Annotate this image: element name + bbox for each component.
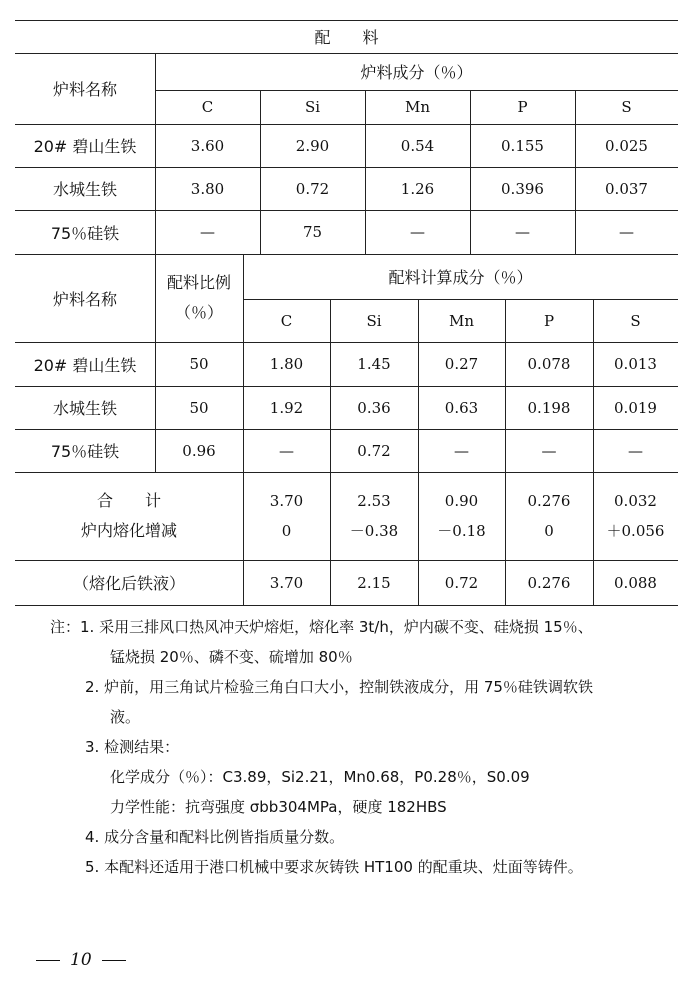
- note-line: 注：1. 采用三排风口热风冲天炉熔炬，熔化率 3t/h，炉内碳不变、硅烧损 15％、: [50, 618, 593, 636]
- table-cell: —: [628, 441, 643, 460]
- table-cell: 0.276: [527, 573, 571, 592]
- total-cell: 2.53 －0.38: [349, 492, 399, 540]
- ratio-cell: 0.96: [182, 441, 216, 460]
- table-cell: 3.80: [190, 179, 225, 198]
- table-cell: —: [279, 441, 294, 460]
- material-name: 水城生铁: [52, 399, 117, 418]
- table-cell: 2.90: [295, 136, 330, 155]
- table-cell: 2.15: [357, 573, 391, 592]
- total-cell: 3.70 0: [269, 492, 304, 540]
- table-cell: 0.078: [527, 355, 571, 373]
- total-cell: 0.032 ＋0.056: [606, 492, 665, 540]
- ratio-header-line1: 配料比例: [166, 273, 231, 292]
- table-cell: —: [619, 223, 634, 241]
- table-cell: —: [541, 441, 557, 460]
- note-line: 液。: [110, 708, 141, 726]
- table-cell: 1.45: [357, 355, 391, 373]
- table-cell: 1.80: [269, 355, 304, 373]
- element-header: C: [201, 98, 214, 116]
- table-cell: 0.088: [614, 573, 657, 592]
- total-cell: 0.90 －0.18: [437, 492, 486, 540]
- ratio-header: [155, 254, 243, 342]
- table-cell: 0.396: [501, 179, 544, 198]
- note-line: 化学成分（％）：C3.89，Si2.21，Mn0.68，P0.28％，S0.09: [110, 768, 530, 786]
- element-header: Mn: [448, 311, 475, 330]
- table-cell: 0.63: [444, 398, 479, 417]
- table-cell: 0.72: [444, 573, 479, 592]
- page-number: [36, 950, 126, 970]
- table-cell: 0.037: [605, 179, 648, 198]
- composition-header: 炉料成分（％）: [360, 63, 473, 82]
- note-line: 3. 检测结果：: [85, 738, 180, 756]
- table-cell: —: [515, 223, 530, 241]
- material-name: 20# 碧山生铁: [33, 355, 137, 375]
- table-cell: 0.54: [400, 136, 435, 155]
- element-header: P: [517, 98, 528, 116]
- table-cell: —: [454, 441, 469, 460]
- table-cell: 3.70: [269, 573, 304, 592]
- table-cell: 0.36: [357, 398, 391, 417]
- table-cell: 0.27: [444, 355, 479, 373]
- calc-composition-header: 配料计算成分（％）: [388, 268, 533, 287]
- dash-left: [36, 960, 60, 961]
- table-cell: 0.019: [614, 398, 657, 417]
- note-line: 力学性能：抗弯强度 σbb304MPa，硬度 182HBS: [110, 798, 447, 816]
- table-cell: 0.013: [614, 355, 657, 373]
- element-header: C: [280, 311, 293, 330]
- total-label: 合 计: [96, 491, 161, 510]
- table-cell: 1.92: [269, 398, 304, 417]
- note-line: 2. 炉前，用三角试片检验三角白口大小，控制铁液成分，用 75％硅铁调软铁: [85, 678, 593, 696]
- material-name-header: 炉料名称: [52, 289, 117, 309]
- after-melt-label: （熔化后铁液）: [72, 574, 185, 593]
- material-name: 20# 碧山生铁: [33, 137, 137, 156]
- note-line: 锰烧损 20％、磷不变、硫增加 80％: [110, 648, 353, 666]
- table-cell: 0.72: [357, 441, 391, 460]
- ratio-cell: 50: [189, 355, 209, 373]
- table-cell: 75: [302, 223, 323, 241]
- page-number-value: 10: [70, 950, 92, 970]
- table-cell: 0.025: [605, 136, 648, 155]
- ratio-header-line2: （％）: [174, 303, 223, 322]
- table-title: 配 料: [314, 28, 379, 47]
- table-cell: —: [410, 223, 425, 241]
- element-header: Mn: [404, 98, 431, 116]
- material-name-header: 炉料名称: [52, 80, 117, 99]
- element-header: Si: [366, 311, 382, 330]
- notes-section: [50, 612, 690, 882]
- ratio-cell: 50: [189, 398, 209, 417]
- element-header: Si: [304, 98, 321, 116]
- element-header: S: [621, 98, 632, 116]
- table-cell: 1.26: [400, 179, 435, 198]
- table-cell: 0.198: [527, 398, 571, 417]
- increase-label: 炉内熔化增减: [80, 521, 177, 540]
- material-name: 水城生铁: [52, 180, 117, 199]
- note-line: 4. 成分含量和配料比例皆指质量分数。: [85, 828, 345, 846]
- total-cell: 0.276 0: [527, 492, 571, 540]
- material-name: 75％硅铁: [50, 442, 120, 461]
- table-cell: —: [200, 223, 215, 241]
- element-header: P: [543, 311, 555, 330]
- table-cell: 3.60: [190, 136, 225, 155]
- dash-right: [102, 960, 126, 961]
- material-name: 75％硅铁: [50, 223, 120, 243]
- table-cell: 0.72: [295, 179, 330, 198]
- table-cell: 0.155: [501, 136, 544, 155]
- note-line: 5. 本配料还适用于港口机械中要求灰铸铁 HT100 的配重块、灶面等铸件。: [85, 858, 583, 876]
- total-increase-label: [15, 472, 243, 560]
- element-header: S: [630, 311, 641, 330]
